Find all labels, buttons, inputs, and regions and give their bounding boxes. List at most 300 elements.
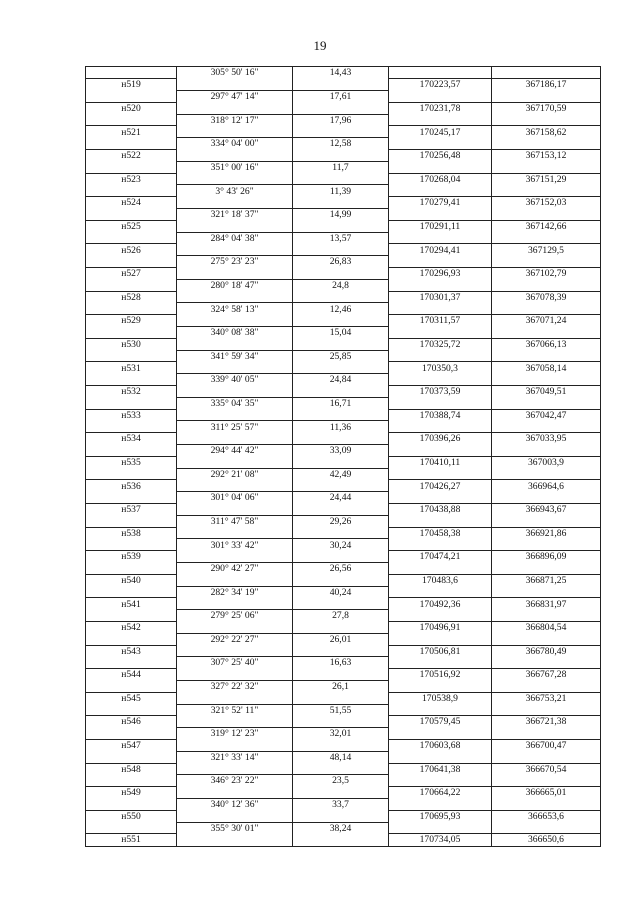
x-coordinate-cell bbox=[389, 209, 492, 221]
segment-length-cell bbox=[293, 173, 389, 185]
segment-length-cell: 16,71 bbox=[293, 397, 389, 409]
table-row-segment bbox=[86, 114, 601, 126]
table-row-segment bbox=[86, 256, 601, 268]
point-name-cell: н536 bbox=[86, 480, 177, 492]
y-coordinate-cell: 367158,62 bbox=[492, 126, 601, 138]
y-coordinate-cell: 366804,54 bbox=[492, 621, 601, 633]
direction-angle-cell: 311° 25' 57" bbox=[177, 421, 293, 433]
point-name-cell: н529 bbox=[86, 315, 177, 327]
y-coordinate-cell bbox=[492, 704, 601, 716]
y-coordinate-cell bbox=[492, 539, 601, 551]
segment-length-cell: 26,56 bbox=[293, 562, 389, 574]
y-coordinate-cell bbox=[492, 751, 601, 763]
table-row-segment bbox=[86, 303, 601, 315]
coordinates-table bbox=[85, 66, 601, 847]
point-name-cell bbox=[86, 138, 177, 150]
table-row-point bbox=[86, 126, 601, 138]
table-row-point bbox=[86, 197, 601, 209]
direction-angle-cell bbox=[177, 220, 293, 232]
point-name-cell: н531 bbox=[86, 362, 177, 374]
segment-length-cell bbox=[293, 480, 389, 492]
y-coordinate-cell bbox=[492, 397, 601, 409]
x-coordinate-cell bbox=[389, 161, 492, 173]
x-coordinate-cell: 170301,37 bbox=[389, 291, 492, 303]
y-coordinate-cell: 366653,6 bbox=[492, 810, 601, 822]
x-coordinate-cell: 170350,3 bbox=[389, 362, 492, 374]
table-row-segment bbox=[86, 91, 601, 103]
point-name-cell: н549 bbox=[86, 787, 177, 799]
y-coordinate-cell: 366921,86 bbox=[492, 527, 601, 539]
segment-length-cell: 27,8 bbox=[293, 610, 389, 622]
y-coordinate-cell bbox=[492, 138, 601, 150]
table-row-segment bbox=[86, 279, 601, 291]
segment-length-cell bbox=[293, 268, 389, 280]
y-coordinate-cell bbox=[492, 680, 601, 692]
y-coordinate-cell bbox=[492, 798, 601, 810]
x-coordinate-cell bbox=[389, 751, 492, 763]
x-coordinate-cell bbox=[389, 657, 492, 669]
direction-angle-cell: 279° 25' 06" bbox=[177, 610, 293, 622]
table-row-segment bbox=[86, 161, 601, 173]
y-coordinate-cell bbox=[492, 232, 601, 244]
point-name-cell bbox=[86, 798, 177, 810]
point-name-cell: н528 bbox=[86, 291, 177, 303]
table-row-segment bbox=[86, 610, 601, 622]
y-coordinate-cell: 366650,6 bbox=[492, 834, 601, 846]
point-name-cell: н523 bbox=[86, 173, 177, 185]
point-name-cell bbox=[86, 185, 177, 197]
x-coordinate-cell: 170245,17 bbox=[389, 126, 492, 138]
segment-length-cell bbox=[293, 645, 389, 657]
point-name-cell bbox=[86, 161, 177, 173]
y-coordinate-cell: 366780,49 bbox=[492, 645, 601, 657]
segment-length-cell: 17,61 bbox=[293, 91, 389, 103]
y-coordinate-cell: 367003,9 bbox=[492, 456, 601, 468]
direction-angle-cell: 294° 44' 42" bbox=[177, 445, 293, 457]
y-coordinate-cell: 366670,54 bbox=[492, 763, 601, 775]
direction-angle-cell: 340° 08' 38" bbox=[177, 327, 293, 339]
x-coordinate-cell: 170325,72 bbox=[389, 338, 492, 350]
y-coordinate-cell bbox=[492, 374, 601, 386]
table-row-segment bbox=[86, 586, 601, 598]
x-coordinate-cell bbox=[389, 185, 492, 197]
segment-length-cell: 14,99 bbox=[293, 209, 389, 221]
direction-angle-cell: 301° 04' 06" bbox=[177, 492, 293, 504]
point-name-cell bbox=[86, 468, 177, 480]
y-coordinate-cell bbox=[492, 586, 601, 598]
y-coordinate-cell bbox=[492, 562, 601, 574]
y-coordinate-cell: 367129,5 bbox=[492, 244, 601, 256]
point-name-cell bbox=[86, 445, 177, 457]
x-coordinate-cell: 170538,9 bbox=[389, 692, 492, 704]
y-coordinate-cell: 367071,24 bbox=[492, 315, 601, 327]
point-name-cell: н550 bbox=[86, 810, 177, 822]
table-row-point bbox=[86, 79, 601, 91]
y-coordinate-cell: 366700,47 bbox=[492, 739, 601, 751]
direction-angle-cell bbox=[177, 692, 293, 704]
segment-length-cell bbox=[293, 102, 389, 114]
table-row-segment bbox=[86, 562, 601, 574]
direction-angle-cell: 327° 22' 32" bbox=[177, 680, 293, 692]
segment-length-cell bbox=[293, 456, 389, 468]
table-row-point bbox=[86, 787, 601, 799]
direction-angle-cell: 321° 52' 11" bbox=[177, 704, 293, 716]
x-coordinate-cell: 170268,04 bbox=[389, 173, 492, 185]
direction-angle-cell bbox=[177, 834, 293, 846]
y-coordinate-cell: 366964,6 bbox=[492, 480, 601, 492]
point-name-cell bbox=[86, 114, 177, 126]
table-row-segment bbox=[86, 209, 601, 221]
y-coordinate-cell: 366871,25 bbox=[492, 574, 601, 586]
segment-length-cell: 12,46 bbox=[293, 303, 389, 315]
segment-length-cell: 38,24 bbox=[293, 822, 389, 834]
y-coordinate-cell: 367049,51 bbox=[492, 386, 601, 398]
y-coordinate-cell: 366753,21 bbox=[492, 692, 601, 704]
direction-angle-cell: 346° 23' 22" bbox=[177, 775, 293, 787]
x-coordinate-cell bbox=[389, 67, 492, 79]
x-coordinate-cell bbox=[389, 610, 492, 622]
direction-angle-cell: 284° 04' 38" bbox=[177, 232, 293, 244]
x-coordinate-cell: 170483,6 bbox=[389, 574, 492, 586]
x-coordinate-cell bbox=[389, 468, 492, 480]
x-coordinate-cell: 170695,93 bbox=[389, 810, 492, 822]
segment-length-cell bbox=[293, 315, 389, 327]
direction-angle-cell: 311° 47' 58" bbox=[177, 515, 293, 527]
table-row-point bbox=[86, 315, 601, 327]
segment-length-cell bbox=[293, 598, 389, 610]
point-name-cell bbox=[86, 327, 177, 339]
x-coordinate-cell: 170492,36 bbox=[389, 598, 492, 610]
direction-angle-cell bbox=[177, 669, 293, 681]
y-coordinate-cell bbox=[492, 327, 601, 339]
direction-angle-cell bbox=[177, 197, 293, 209]
y-coordinate-cell: 366896,09 bbox=[492, 551, 601, 563]
point-name-cell bbox=[86, 256, 177, 268]
point-name-cell bbox=[86, 633, 177, 645]
x-coordinate-cell: 170296,93 bbox=[389, 268, 492, 280]
direction-angle-cell: 339° 40' 05" bbox=[177, 374, 293, 386]
table-row-point bbox=[86, 433, 601, 445]
direction-angle-cell: 341° 59' 34" bbox=[177, 350, 293, 362]
segment-length-cell bbox=[293, 126, 389, 138]
point-name-cell: н538 bbox=[86, 527, 177, 539]
segment-length-cell bbox=[293, 527, 389, 539]
point-name-cell bbox=[86, 421, 177, 433]
segment-length-cell bbox=[293, 834, 389, 846]
direction-angle-cell bbox=[177, 362, 293, 374]
y-coordinate-cell: 366831,97 bbox=[492, 598, 601, 610]
direction-angle-cell: 334° 04' 00" bbox=[177, 138, 293, 150]
y-coordinate-cell bbox=[492, 657, 601, 669]
segment-length-cell bbox=[293, 291, 389, 303]
segment-length-cell: 26,83 bbox=[293, 256, 389, 268]
point-name-cell: н519 bbox=[86, 79, 177, 91]
table-row-point bbox=[86, 503, 601, 515]
table-row-segment bbox=[86, 515, 601, 527]
direction-angle-cell bbox=[177, 79, 293, 91]
y-coordinate-cell bbox=[492, 185, 601, 197]
point-name-cell: н542 bbox=[86, 621, 177, 633]
y-coordinate-cell bbox=[492, 114, 601, 126]
segment-length-cell: 51,55 bbox=[293, 704, 389, 716]
segment-length-cell: 11,36 bbox=[293, 421, 389, 433]
y-coordinate-cell: 366665,01 bbox=[492, 787, 601, 799]
direction-angle-cell: 280° 18' 47" bbox=[177, 279, 293, 291]
segment-length-cell bbox=[293, 79, 389, 91]
table-row-point bbox=[86, 220, 601, 232]
point-name-cell bbox=[86, 232, 177, 244]
point-name-cell bbox=[86, 515, 177, 527]
x-coordinate-cell bbox=[389, 114, 492, 126]
direction-angle-cell bbox=[177, 244, 293, 256]
point-name-cell: н526 bbox=[86, 244, 177, 256]
direction-angle-cell: 290° 42' 27" bbox=[177, 562, 293, 574]
direction-angle-cell bbox=[177, 574, 293, 586]
point-name-cell bbox=[86, 751, 177, 763]
segment-length-cell: 13,57 bbox=[293, 232, 389, 244]
x-coordinate-cell: 170279,41 bbox=[389, 197, 492, 209]
point-name-cell: н524 bbox=[86, 197, 177, 209]
direction-angle-cell bbox=[177, 810, 293, 822]
direction-angle-cell bbox=[177, 315, 293, 327]
segment-length-cell: 14,43 bbox=[293, 67, 389, 79]
direction-angle-cell: 340° 12' 36" bbox=[177, 798, 293, 810]
segment-length-cell bbox=[293, 763, 389, 775]
y-coordinate-cell: 367152,03 bbox=[492, 197, 601, 209]
table-row-point bbox=[86, 244, 601, 256]
y-coordinate-cell: 367102,79 bbox=[492, 268, 601, 280]
x-coordinate-cell bbox=[389, 232, 492, 244]
y-coordinate-cell: 367066,13 bbox=[492, 338, 601, 350]
segment-length-cell: 24,84 bbox=[293, 374, 389, 386]
x-coordinate-cell bbox=[389, 562, 492, 574]
segment-length-cell bbox=[293, 220, 389, 232]
direction-angle-cell bbox=[177, 268, 293, 280]
x-coordinate-cell bbox=[389, 492, 492, 504]
x-coordinate-cell bbox=[389, 91, 492, 103]
direction-angle-cell bbox=[177, 150, 293, 162]
y-coordinate-cell bbox=[492, 610, 601, 622]
direction-angle-cell: 275° 23' 23" bbox=[177, 256, 293, 268]
direction-angle-cell: 297° 47' 14" bbox=[177, 91, 293, 103]
direction-angle-cell bbox=[177, 621, 293, 633]
x-coordinate-cell: 170291,11 bbox=[389, 220, 492, 232]
point-name-cell: н547 bbox=[86, 739, 177, 751]
point-name-cell bbox=[86, 657, 177, 669]
x-coordinate-cell bbox=[389, 680, 492, 692]
table-row-point bbox=[86, 551, 601, 563]
direction-angle-cell bbox=[177, 102, 293, 114]
table-row-point bbox=[86, 480, 601, 492]
direction-angle-cell bbox=[177, 763, 293, 775]
point-name-cell: н540 bbox=[86, 574, 177, 586]
point-name-cell: н551 bbox=[86, 834, 177, 846]
table-row-point bbox=[86, 268, 601, 280]
point-name-cell bbox=[86, 680, 177, 692]
segment-length-cell bbox=[293, 551, 389, 563]
y-coordinate-cell: 366721,38 bbox=[492, 716, 601, 728]
table-row-point bbox=[86, 834, 601, 846]
segment-length-cell bbox=[293, 386, 389, 398]
table-row-segment bbox=[86, 680, 601, 692]
table-row-segment bbox=[86, 374, 601, 386]
x-coordinate-cell bbox=[389, 138, 492, 150]
y-coordinate-cell bbox=[492, 256, 601, 268]
table-row-point bbox=[86, 810, 601, 822]
segment-length-cell bbox=[293, 739, 389, 751]
y-coordinate-cell bbox=[492, 91, 601, 103]
table-row-segment bbox=[86, 728, 601, 740]
x-coordinate-cell: 170373,59 bbox=[389, 386, 492, 398]
table-row-point bbox=[86, 739, 601, 751]
segment-length-cell: 24,44 bbox=[293, 492, 389, 504]
x-coordinate-cell: 170603,68 bbox=[389, 739, 492, 751]
direction-angle-cell bbox=[177, 338, 293, 350]
x-coordinate-cell bbox=[389, 728, 492, 740]
segment-length-cell bbox=[293, 197, 389, 209]
point-name-cell: н533 bbox=[86, 409, 177, 421]
point-name-cell bbox=[86, 539, 177, 551]
segment-length-cell: 11,7 bbox=[293, 161, 389, 173]
y-coordinate-cell: 367142,66 bbox=[492, 220, 601, 232]
segment-length-cell bbox=[293, 669, 389, 681]
point-name-cell: н539 bbox=[86, 551, 177, 563]
point-name-cell: н548 bbox=[86, 763, 177, 775]
x-coordinate-cell bbox=[389, 775, 492, 787]
table-row-point bbox=[86, 621, 601, 633]
table-row-segment bbox=[86, 397, 601, 409]
point-name-cell bbox=[86, 728, 177, 740]
x-coordinate-cell: 170641,38 bbox=[389, 763, 492, 775]
x-coordinate-cell bbox=[389, 633, 492, 645]
table-row-point bbox=[86, 150, 601, 162]
point-name-cell bbox=[86, 67, 177, 79]
x-coordinate-cell bbox=[389, 421, 492, 433]
point-name-cell: н535 bbox=[86, 456, 177, 468]
point-name-cell bbox=[86, 586, 177, 598]
x-coordinate-cell bbox=[389, 397, 492, 409]
x-coordinate-cell: 170458,38 bbox=[389, 527, 492, 539]
direction-angle-cell: 292° 22' 27" bbox=[177, 633, 293, 645]
direction-angle-cell bbox=[177, 126, 293, 138]
segment-length-cell: 11,39 bbox=[293, 185, 389, 197]
point-name-cell: н522 bbox=[86, 150, 177, 162]
table-row-point bbox=[86, 456, 601, 468]
direction-angle-cell bbox=[177, 386, 293, 398]
y-coordinate-cell bbox=[492, 161, 601, 173]
table-row-point bbox=[86, 173, 601, 185]
y-coordinate-cell bbox=[492, 468, 601, 480]
segment-length-cell: 16,63 bbox=[293, 657, 389, 669]
point-name-cell: н546 bbox=[86, 716, 177, 728]
y-coordinate-cell bbox=[492, 822, 601, 834]
table-row-segment bbox=[86, 468, 601, 480]
y-coordinate-cell bbox=[492, 303, 601, 315]
direction-angle-cell: 324° 58' 13" bbox=[177, 303, 293, 315]
point-name-cell: н537 bbox=[86, 503, 177, 515]
table-row-point bbox=[86, 291, 601, 303]
x-coordinate-cell bbox=[389, 445, 492, 457]
table-row-point bbox=[86, 763, 601, 775]
point-name-cell: н521 bbox=[86, 126, 177, 138]
y-coordinate-cell bbox=[492, 67, 601, 79]
segment-length-cell bbox=[293, 787, 389, 799]
direction-angle-cell bbox=[177, 291, 293, 303]
point-name-cell: н525 bbox=[86, 220, 177, 232]
point-name-cell bbox=[86, 350, 177, 362]
direction-angle-cell bbox=[177, 645, 293, 657]
point-name-cell bbox=[86, 562, 177, 574]
y-coordinate-cell: 367170,59 bbox=[492, 102, 601, 114]
segment-length-cell bbox=[293, 621, 389, 633]
x-coordinate-cell bbox=[389, 374, 492, 386]
x-coordinate-cell: 170474,21 bbox=[389, 551, 492, 563]
x-coordinate-cell bbox=[389, 586, 492, 598]
point-name-cell bbox=[86, 492, 177, 504]
table-row-point bbox=[86, 574, 601, 586]
table-row-segment bbox=[86, 822, 601, 834]
direction-angle-cell: 321° 18' 37" bbox=[177, 209, 293, 221]
table-row-point bbox=[86, 598, 601, 610]
y-coordinate-cell bbox=[492, 728, 601, 740]
x-coordinate-cell: 170438,88 bbox=[389, 503, 492, 515]
direction-angle-cell: 355° 30' 01" bbox=[177, 822, 293, 834]
direction-angle-cell: 282° 34' 19" bbox=[177, 586, 293, 598]
table-row-segment bbox=[86, 421, 601, 433]
table-row-segment bbox=[86, 775, 601, 787]
x-coordinate-cell bbox=[389, 279, 492, 291]
direction-angle-cell bbox=[177, 480, 293, 492]
x-coordinate-cell bbox=[389, 539, 492, 551]
y-coordinate-cell bbox=[492, 421, 601, 433]
table-row-segment bbox=[86, 657, 601, 669]
direction-angle-cell: 307° 25' 40" bbox=[177, 657, 293, 669]
y-coordinate-cell: 367033,95 bbox=[492, 433, 601, 445]
x-coordinate-cell: 170294,41 bbox=[389, 244, 492, 256]
table-row-point bbox=[86, 338, 601, 350]
y-coordinate-cell: 366767,28 bbox=[492, 669, 601, 681]
page-number: 19 bbox=[313, 38, 327, 53]
coordinates-table-body bbox=[86, 67, 601, 847]
segment-length-cell bbox=[293, 409, 389, 421]
point-name-cell: н545 bbox=[86, 692, 177, 704]
y-coordinate-cell: 367153,12 bbox=[492, 150, 601, 162]
y-coordinate-cell bbox=[492, 775, 601, 787]
y-coordinate-cell: 367042,47 bbox=[492, 409, 601, 421]
table-row-segment bbox=[86, 539, 601, 551]
segment-length-cell: 26,1 bbox=[293, 680, 389, 692]
table-row-segment bbox=[86, 798, 601, 810]
segment-length-cell: 40,24 bbox=[293, 586, 389, 598]
direction-angle-cell: 318° 12' 17" bbox=[177, 114, 293, 126]
point-name-cell bbox=[86, 822, 177, 834]
point-name-cell: н527 bbox=[86, 268, 177, 280]
direction-angle-cell: 3° 43' 26" bbox=[177, 185, 293, 197]
segment-length-cell bbox=[293, 574, 389, 586]
point-name-cell: н541 bbox=[86, 598, 177, 610]
table-row-point bbox=[86, 362, 601, 374]
direction-angle-cell bbox=[177, 433, 293, 445]
table-row-point bbox=[86, 669, 601, 681]
x-coordinate-cell bbox=[389, 303, 492, 315]
segment-length-cell: 23,5 bbox=[293, 775, 389, 787]
y-coordinate-cell bbox=[492, 492, 601, 504]
segment-length-cell: 33,09 bbox=[293, 445, 389, 457]
segment-length-cell: 42,49 bbox=[293, 468, 389, 480]
table-row-point bbox=[86, 102, 601, 114]
point-name-cell bbox=[86, 91, 177, 103]
x-coordinate-cell: 170223,57 bbox=[389, 79, 492, 91]
